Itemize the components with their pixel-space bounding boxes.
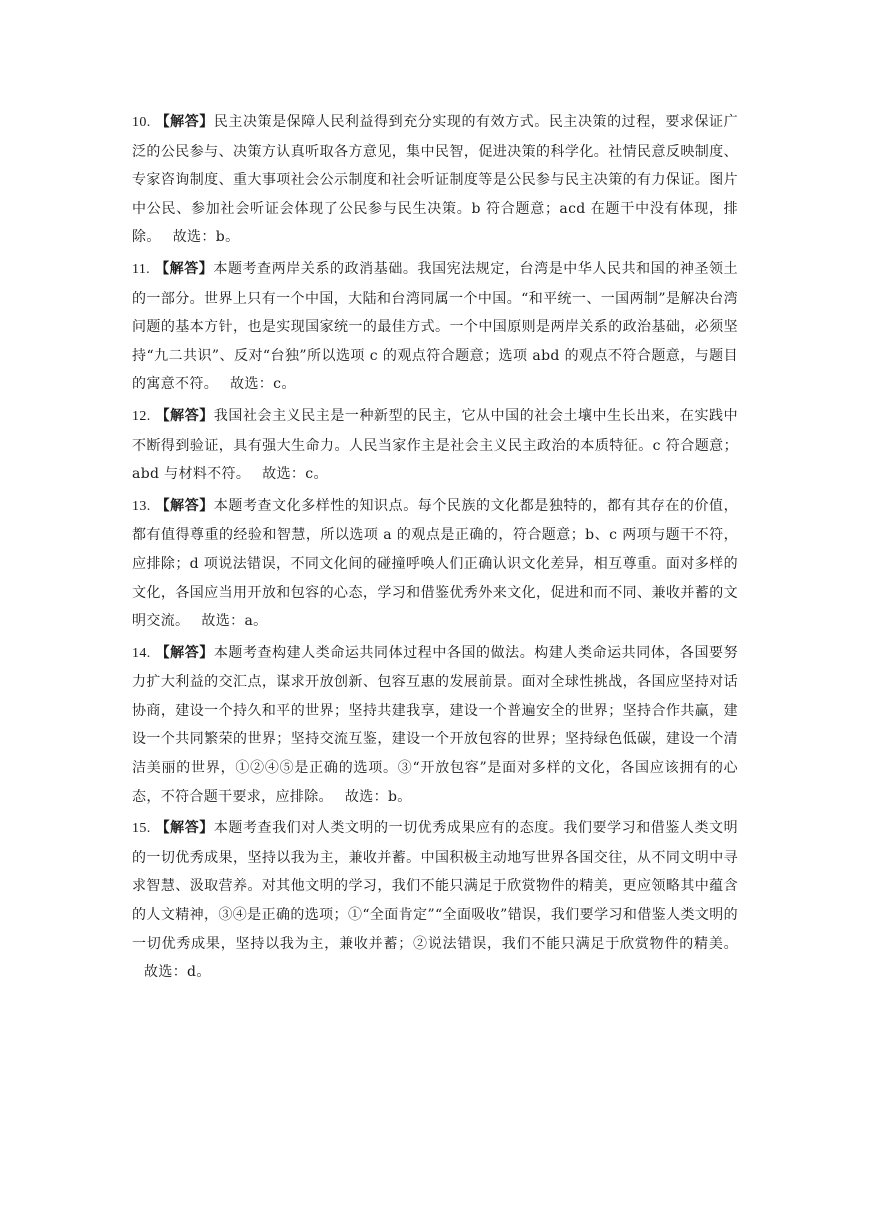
answer-choice: 故选：b。	[344, 788, 412, 805]
question-number: 12.	[132, 408, 151, 424]
answer-item-13	[132, 492, 738, 636]
answer-explanation: 本题考查我们对人类文明的一切优秀成果应有的态度。我们要学习和借鉴人类文明的一切优秀成果，坚持以我为主，兼收并蓄。中国积极主动地写世界各国交往，从不同文明中寻求智慧、汲取营养。对其他文明的学习，我们不能只满足于欣赏物件的精美，更应领略其中蕴含的人文精神，③④是正确的选项；①“全面肯定”“全面吸收”错误，我们要学习和借鉴人类文明的一切优秀成果，坚持以我为主，兼收并蓄；②说法错误，我们不能只满足于欣赏物件的精美。	[132, 820, 738, 952]
answer-tag: 【解答】	[155, 820, 214, 837]
answer-tag: 【解答】	[155, 644, 214, 661]
answer-tag: 【解答】	[155, 407, 214, 424]
answer-explanation: 本题考查文化多样性的知识点。每个民族的文化都是独特的，都有其存在的价值，都有值得尊重的经验和智慧，所以选项 a 的观点是正确的，符合题意；b、c 两项与题干不符，应排除；d 项说法错误，不同文化间的碰撞呼唤人们正确认识文化差异，相互尊重。面对多样的文化，各国应当用开放和包容的心态，学习和借鉴优秀外来文化，促进和而不同、兼收并蓄的文明交流。	[132, 497, 738, 630]
answer-tag: 【解答】	[155, 114, 214, 130]
answer-list	[132, 108, 738, 990]
answer-explanation: 本题考查两岸关系的政消基础。我国宪法规定，台湾是中华人民共和国的神圣领土的一部分。世界上只有一个中国，大陆和台湾同属一个中国。“和平统一、一国两制”是解决台湾问题的基本方针，也是实现国家统一的最佳方式。一个中国原则是两岸关系的政治基础，必须坚持“九二共识”、反对“台独”所以选项 c 的观点符合题意；选项 abd 的观点不符合题意，与题目的寓意不符。	[132, 260, 738, 393]
answer-choice: 故选：b。	[172, 229, 240, 246]
answer-choice: 故选：d。	[144, 964, 211, 981]
answer-item-10	[132, 108, 738, 252]
answer-item-15	[132, 814, 738, 987]
answer-explanation: 民主决策是保障人民利益得到充分实现的有效方式。民主决策的过程，要求保证广泛的公民参与、决策方认真听取各方意见，集中民智，促进决策的科学化。社情民意反映制度、专家咨询制度、重大事项社会公示制度和社会听证制度等是公民参与民主决策的有力保证。图片中公民、参加社会听证会体现了公民参与民生决策。b 符合题意；acd 在题干中没有体现，排除。	[132, 114, 738, 246]
answer-tag: 【解答】	[155, 260, 214, 277]
answer-item-11	[132, 255, 738, 399]
answer-choice: 故选：c。	[230, 376, 296, 393]
question-number: 13.	[132, 498, 151, 514]
question-number: 14.	[132, 645, 151, 661]
question-number: 15.	[132, 821, 151, 837]
answer-item-12	[132, 402, 738, 489]
question-number: 10.	[132, 115, 151, 130]
answer-choice: 故选：c。	[262, 466, 328, 483]
answer-tag: 【解答】	[155, 497, 214, 514]
answer-item-14	[132, 639, 738, 812]
answer-choice: 故选：a。	[201, 613, 268, 630]
question-number: 11.	[132, 261, 151, 277]
answer-explanation: 本题考查构建人类命运共同体过程中各国的做法。构建人类命运共同体，各国要努力扩大利益的交汇点，谋求开放创新、包容互惠的发展前景。面对全球性挑战，各国应坚持对话协商，建设一个持久和平的世界；坚持共建我享，建设一个普遍安全的世界；坚持合作共赢，建设一个共同繁荣的世界；坚持交流互鉴，建设一个开放包容的世界；坚持绿色低碳，建设一个清洁美丽的世界，①②④⑤是正确的选项。③“开放包容”是面对多样的文化，各国应该拥有的心态，不符合题干要求，应排除。	[132, 644, 738, 805]
answer-explanation: 我国社会主义民主是一种新型的民主，它从中国的社会土壤中生长出来，在实践中不断得到验证，具有强大生命力。人民当家作主是社会主义民主政治的本质特征。c 符合题意；abd 与材料不符。	[132, 407, 738, 483]
